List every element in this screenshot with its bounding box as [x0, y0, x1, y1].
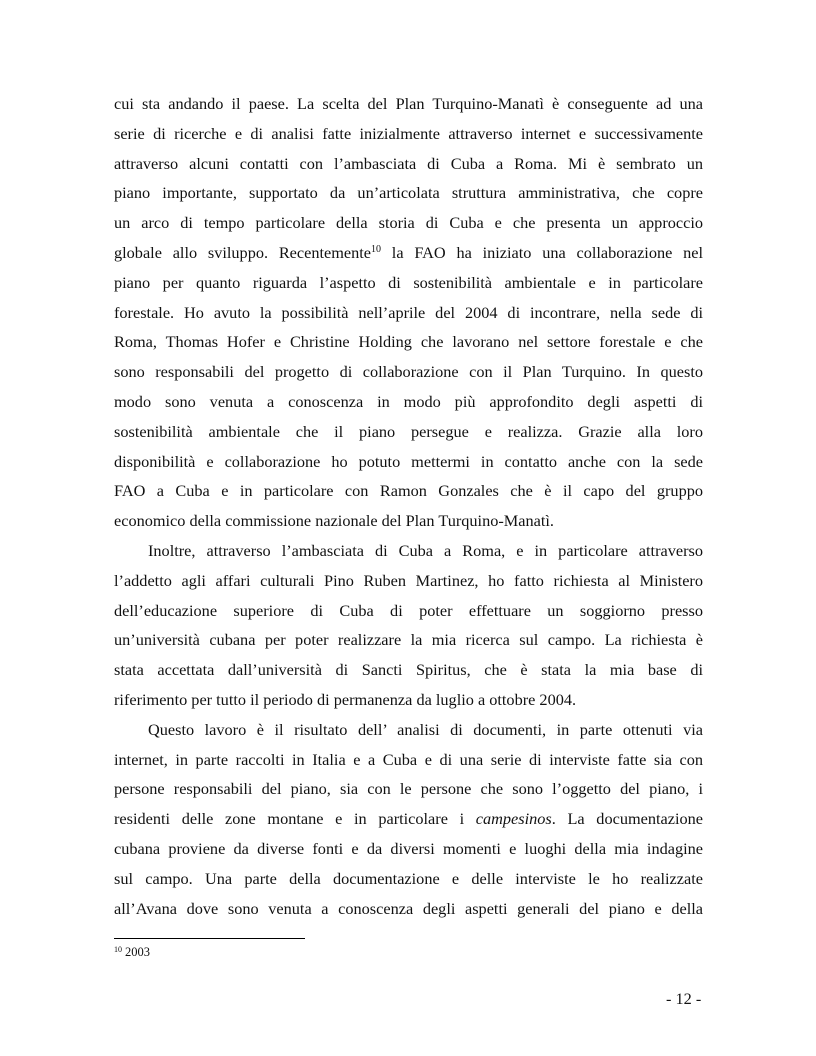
paragraph-3 [114, 715, 703, 924]
text-line: stata accettata dall’università di Sancti Spiritus, che è stata la mia base di [114, 660, 703, 680]
text-line: Inoltre, attraverso l’ambasciata di Cuba a Roma, e in particolare attraverso [148, 540, 703, 560]
text-line: forestale. Ho avuto la possibilità nell’aprile del 2004 di incontrare, nella sede di [114, 302, 703, 322]
footnote-marker: 10 [114, 945, 122, 954]
text-line: disponibilità e collaborazione ho potuto mettermi in contatto anche con la sede [114, 451, 703, 471]
text-line: modo sono venuta a conoscenza in modo più approfondito degli aspetti di [114, 391, 703, 411]
paragraph-1 [114, 89, 703, 536]
text-line: un’università cubana per poter realizzare la mia ricerca sul campo. La richiesta è [114, 630, 703, 650]
text-line: un arco di tempo particolare della storia di Cuba e che presenta un approccio [114, 213, 703, 233]
text-line: sono responsabili del progetto di collaborazione con il Plan Turquino. In questo [114, 362, 703, 382]
footnote [114, 944, 150, 960]
emphasis-campesinos: campesinos [475, 809, 552, 829]
text-line: internet, in parte raccolti in Italia e a Cuba e di una serie di interviste fatte sia con [114, 749, 703, 769]
text-line: riferimento per tutto il periodo di permanenza da luglio a ottobre 2004. [114, 689, 577, 709]
text-line: Questo lavoro è il risultato dell’ analisi di documenti, in parte ottenuti via [148, 719, 703, 739]
text-line: piano per quanto riguarda l’aspetto di sostenibilità ambientale e in particolare [114, 272, 703, 292]
text-line: l’addetto agli affari culturali Pino Ruben Martinez, ho fatto richiesta al Ministero [114, 570, 703, 590]
footnote-reference: 10 [371, 243, 382, 255]
text-line: sostenibilità ambientale che il piano persegue e realizza. Grazie alla loro [114, 421, 703, 441]
text-line: globale allo sviluppo. Recentemente$^{10}$ la FAO ha iniziato una collaborazione nel [114, 242, 703, 262]
text-line: serie di ricerche e di analisi fatte inizialmente attraverso internet e successivamente [114, 123, 703, 143]
text-line: residenti delle zone montane e in particolare i campesinos. La documentazione [114, 809, 703, 829]
footnote-separator [114, 938, 305, 939]
text-line: all’Avana dove sono venuta a conoscenza degli aspetti generali del piano e della [114, 898, 703, 918]
text-line: economico della commissione nazionale del Plan Turquino-Manatì. [114, 511, 554, 531]
text-line: dell’educazione superiore di Cuba di poter effettuare un soggiorno presso [114, 600, 703, 620]
body-text [114, 89, 703, 923]
text-line: cui sta andando il paese. La scelta del Plan Turquino-Manatì è conseguente ad una [114, 94, 703, 113]
text-line: FAO a Cuba e in particolare con Ramon Gonzales che è il capo del gruppo [114, 481, 703, 501]
text-line: attraverso alcuni contatti con l’ambasciata di Cuba a Roma. Mi è sembrato un [114, 153, 703, 173]
page-number: - 12 - [666, 989, 702, 1008]
paragraph-2 [114, 536, 703, 715]
text-line: cubana proviene da diverse fonti e da diversi momenti e luoghi della mia indagine [114, 838, 703, 858]
footnote-text: 2003 [125, 945, 150, 959]
text-line: Roma, Thomas Hofer e Christine Holding che lavorano nel settore forestale e che [114, 332, 703, 352]
text-line: persone responsabili del piano, sia con le persone che sono l’oggetto del piano, i [114, 779, 703, 799]
text-line: piano importante, supportato da un’articolata struttura amministrativa, che copre [114, 183, 703, 203]
text-line: sul campo. Una parte della documentazione e delle interviste le ho realizzate [114, 868, 703, 888]
